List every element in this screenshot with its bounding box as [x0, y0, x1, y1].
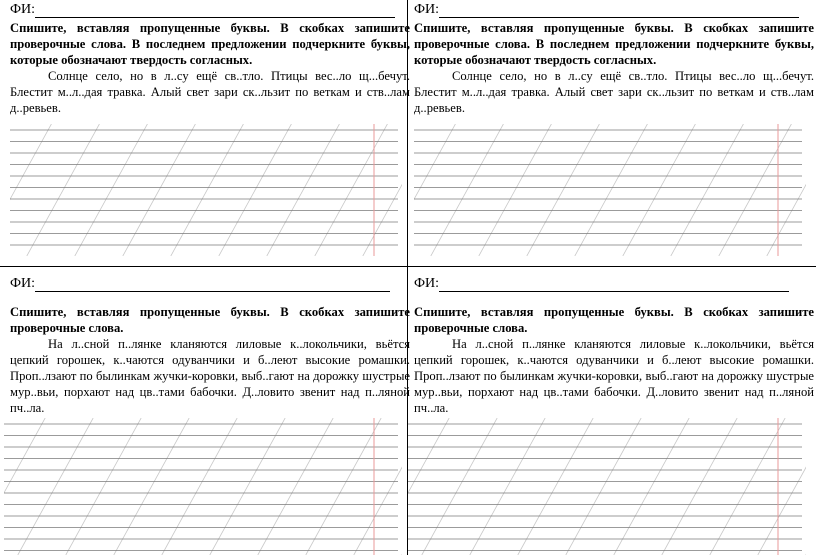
exercise-text: На л..сной п..лянке кланяются лиловые к..локольчики, вьётся цепкий горошек, к..чаются одуванчики и б..леют высокие ромашки. Проп..лзают по былинкам жучки-коровки, выб..гают на дорожку шустрые мур..вьи, порхают над цв..тами бабочки. Д..ловито звенит над п..ляной пч..ла.	[414, 337, 814, 415]
name-label: ФИ:	[10, 276, 36, 291]
task-instruction: Спишите, вставляя пропущенные буквы. В скобках запишите проверочные слова.	[10, 305, 410, 335]
name-field[interactable]	[10, 2, 410, 18]
slant-guide-line	[767, 124, 806, 256]
slant-guide-line	[171, 124, 244, 256]
writing-lines-bottom-right[interactable]	[408, 418, 806, 555]
name-label: ФИ:	[10, 2, 36, 17]
slant-guide-line	[527, 124, 600, 256]
horizontal-divider	[0, 266, 816, 267]
slant-guide-line	[431, 124, 504, 256]
worksheet-bottom-right	[414, 276, 814, 416]
slant-guide-line	[479, 124, 552, 256]
writing-lines-top-left[interactable]	[10, 124, 402, 256]
slant-guide-line	[4, 418, 45, 555]
slant-guide-line	[219, 124, 292, 256]
slant-guide-line	[66, 418, 141, 555]
slant-guide-line	[566, 418, 641, 555]
worksheet-top-left	[10, 2, 410, 116]
name-line[interactable]	[439, 17, 799, 18]
slant-guide-line	[575, 124, 648, 256]
slant-guide-line	[210, 418, 285, 555]
worksheet-bottom-left	[10, 276, 410, 416]
name-field[interactable]	[414, 2, 814, 18]
slant-guide-line	[614, 418, 689, 555]
slant-guide-line	[719, 124, 792, 256]
task-instruction: Спишите, вставляя пропущенные буквы. В скобках запишите проверочные слова. В последнем предложении подчеркните буквы, которые обозначают твердость согласных.	[414, 21, 814, 67]
slant-guide-line	[758, 418, 806, 555]
slant-guide-line	[75, 124, 148, 256]
slant-guide-line	[408, 418, 449, 555]
slant-guide-line	[623, 124, 696, 256]
slant-guide-line	[470, 418, 545, 555]
name-label: ФИ:	[414, 2, 440, 17]
slant-guide-line	[710, 418, 785, 555]
name-field[interactable]	[10, 276, 410, 292]
slant-guide-line	[315, 124, 388, 256]
slant-guide-line	[662, 418, 737, 555]
name-field[interactable]	[414, 276, 814, 292]
worksheet-top-right	[414, 2, 814, 116]
slant-guide-line	[363, 124, 402, 256]
name-line[interactable]	[439, 291, 789, 292]
slant-guide-line	[267, 124, 340, 256]
exercise-text: Солнце село, но в л..су ещё св..тло. Птицы вес..ло щ...бечут. Блестит м..л..дая травка. Алый свет зари ск..льзит по веткам и ств..лам д..ревьев.	[10, 69, 410, 115]
name-line[interactable]	[35, 17, 395, 18]
slant-guide-line	[354, 418, 402, 555]
slant-guide-line	[18, 418, 93, 555]
slant-guide-line	[422, 418, 497, 555]
task-instruction: Спишите, вставляя пропущенные буквы. В скобках запишите проверочные слова.	[414, 305, 814, 335]
slant-guide-line	[27, 124, 100, 256]
exercise-text: На л..сной п..лянке кланяются лиловые к..локольчики, вьётся цепкий горошек, к..чаются одуванчики и б..леют высокие ромашки. Проп..лзают по былинкам жучки-коровки, выб..гают на дорожку шустрые мур..вьи, порхают над цв..тами бабочки. Д..ловито звенит над п..ляной пч..ла.	[10, 337, 410, 415]
slant-guide-line	[518, 418, 593, 555]
slant-guide-line	[414, 124, 455, 256]
exercise-text: Солнце село, но в л..су ещё св..тло. Птицы вес..ло щ...бечут. Блестит м..л..дая травка. Алый свет зари ск..льзит по веткам и ств..лам д..ревьев.	[414, 69, 814, 115]
task-instruction: Спишите, вставляя пропущенные буквы. В скобках запишите проверочные слова. В последнем предложении подчеркните буквы, которые обозначают твердость согласных.	[10, 21, 410, 67]
slant-guide-line	[306, 418, 381, 555]
slant-guide-line	[114, 418, 189, 555]
slant-guide-line	[258, 418, 333, 555]
slant-guide-line	[162, 418, 237, 555]
name-line[interactable]	[35, 291, 390, 292]
writing-lines-top-right[interactable]	[414, 124, 806, 256]
writing-lines-bottom-left[interactable]	[4, 418, 402, 555]
name-label: ФИ:	[414, 276, 440, 291]
slant-guide-line	[123, 124, 196, 256]
slant-guide-line	[10, 124, 51, 256]
slant-guide-line	[671, 124, 744, 256]
